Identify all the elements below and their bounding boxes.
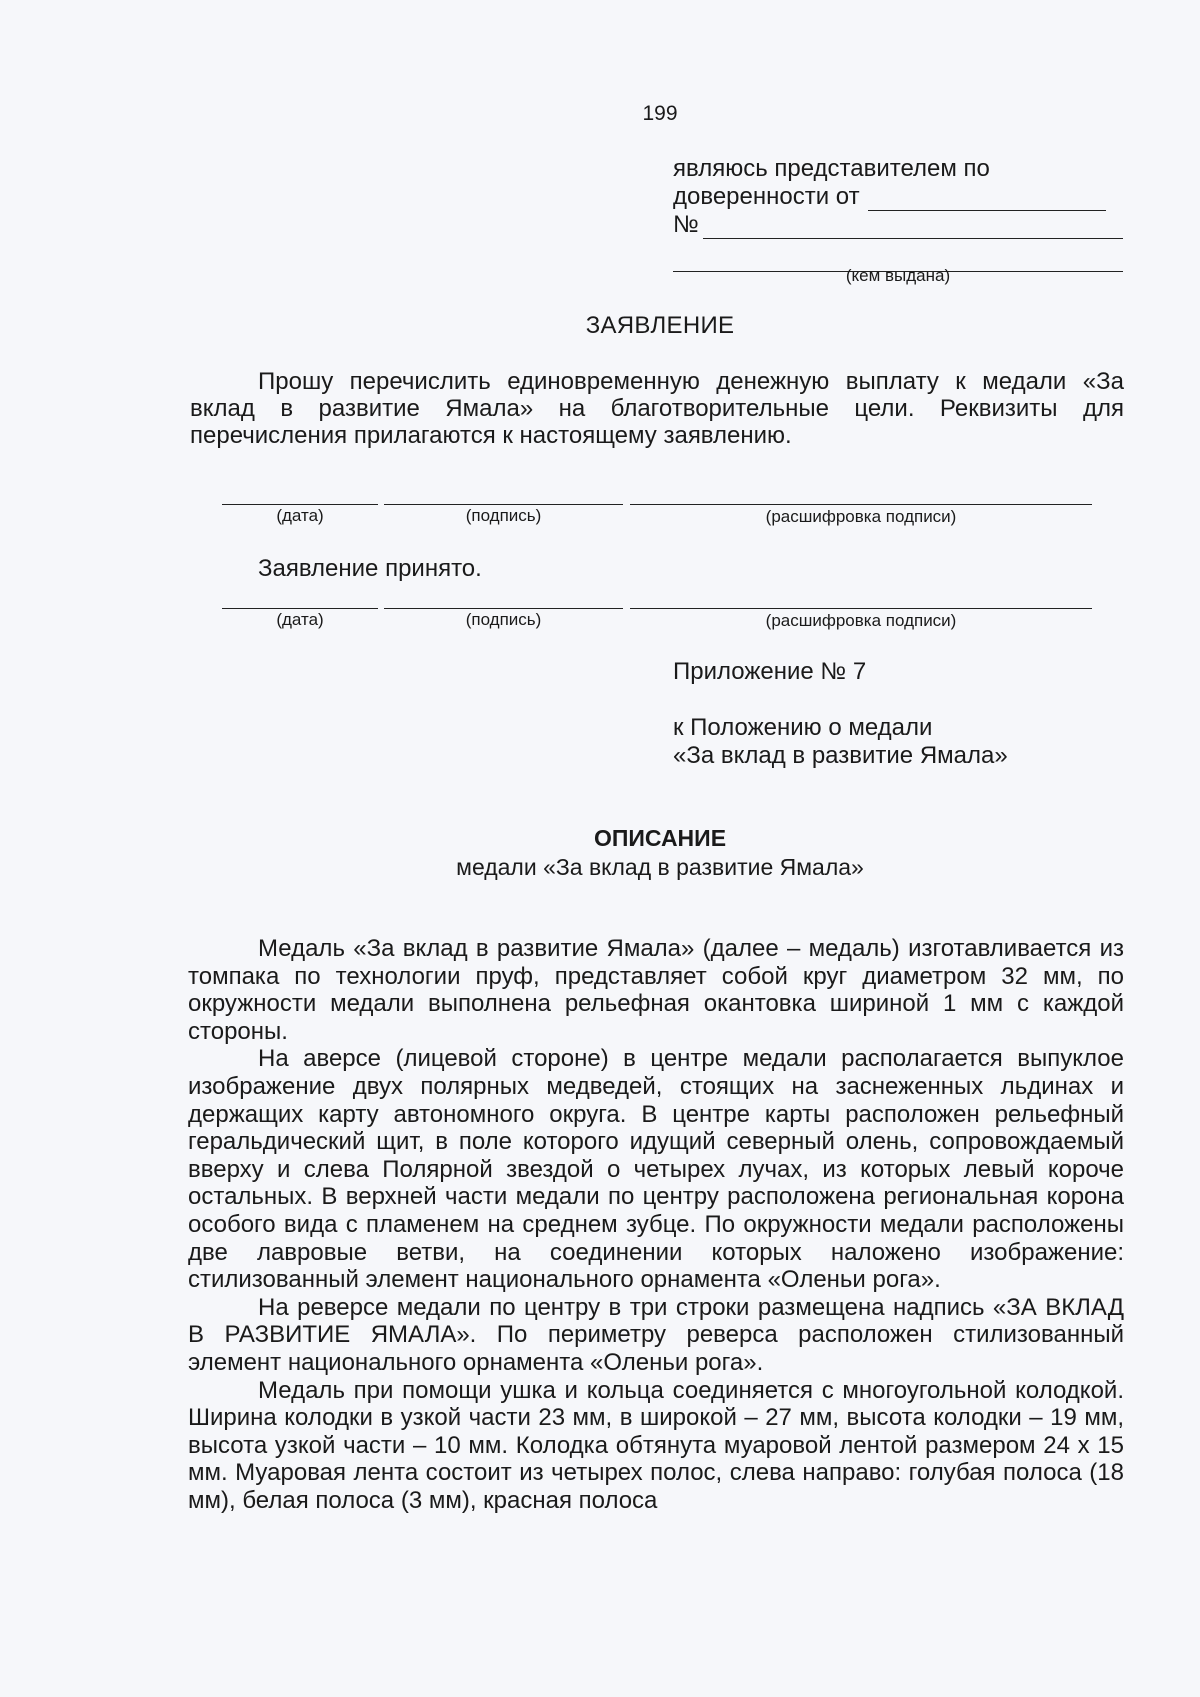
statement-body [190, 368, 1124, 449]
description-subtitle: медали «За вклад в развитие Ямала» [456, 854, 864, 880]
date-label: (дата) [276, 506, 324, 525]
description-title: ОПИСАНИЕ [593, 825, 727, 851]
description-paragraph: Медаль «За вклад в развитие Ямала» (далее – медаль) изготавливается из томпака по технологии пруф, представляет собой круг диаметром 32 мм, по окружности медали выполнена рельефная окантовка шириной 1 мм с каждой стороны. [188, 935, 1124, 1045]
number-sign: № [673, 211, 699, 238]
decoding-label-2: (расшифровка подписи) [765, 611, 957, 630]
representative-line-1: являюсь представителем по [673, 155, 990, 182]
appendix-line-2: «За вклад в развитие Ямала» [673, 742, 1008, 769]
signature-label-2: (подпись) [465, 610, 542, 629]
signature-label: (подпись) [465, 506, 542, 525]
issued-by-label: (кем выдана) [845, 266, 951, 285]
statement-title: ЗАЯВЛЕНИЕ [585, 312, 735, 339]
power-of-attorney-label: доверенности от [673, 183, 860, 210]
date-signature-line [222, 503, 378, 505]
representative-line-2 [673, 183, 1123, 211]
representative-block [673, 155, 1123, 272]
date-signature-line-2 [222, 607, 378, 609]
date-label-2: (дата) [276, 610, 324, 629]
date-blank-line [868, 188, 1106, 211]
accepted-text: Заявление принято. [258, 555, 482, 582]
decoding-signature-line [630, 503, 1092, 505]
page-number: 199 [642, 102, 678, 125]
appendix-line-1: к Положению о медали [673, 714, 933, 741]
description-paragraph: На реверсе медали по центру в три строки размещена надпись «ЗА ВКЛАД В РАЗВИТИЕ ЯМАЛА». По периметру реверса расположен стилизованный элемент национального орнамента «Оленьи рога». [188, 1293, 1124, 1376]
statement-paragraph: Прошу перечислить единовременную денежную выплату к медали «За вклад в развитие Ямала» на благотворительные цели. Реквизиты для перечисления прилагаются к настоящему заявлению. [190, 368, 1124, 449]
representative-line-3 [673, 211, 1123, 239]
description-body [188, 935, 1124, 1514]
number-blank-line [703, 216, 1123, 239]
decoding-label: (расшифровка подписи) [765, 507, 957, 526]
description-paragraph: На аверсе (лицевой стороне) в центре медали располагается выпуклое изображение двух полярных медведей, стоящих на заснеженных льдинах и держащих карту автономного округа. В центре карты расположен рельефный геральдический щит, в поле которого идущий северный олень, сопровождаемый вверху и слева Полярной звездой о четырех лучах, из которых левый короче остальных. В верхней части медали по центру расположена региональная корона особого вида с пламенем на среднем зубце. По окружности медали расположены две лавровые ветви, на соединении которых наложено изображение: стилизованный элемент национального орнамента «Оленьи рога». [188, 1045, 1124, 1294]
decoding-signature-line-2 [630, 607, 1092, 609]
signature-line-2 [384, 607, 623, 609]
appendix-number: Приложение № 7 [673, 658, 867, 685]
signature-line [384, 503, 623, 505]
description-paragraph: Медаль при помощи ушка и кольца соединяется с многоугольной колодкой. Ширина колодки в узкой части 23 мм, в широкой – 27 мм, высота колодки – 19 мм, высота узкой части – 10 мм. Колодка обтянута муаровой лентой размером 24 х 15 мм. Муаровая лента состоит из четырех полос, слева направо: голубая полоса (18 мм), белая полоса (3 мм), красная полоса [188, 1376, 1124, 1514]
